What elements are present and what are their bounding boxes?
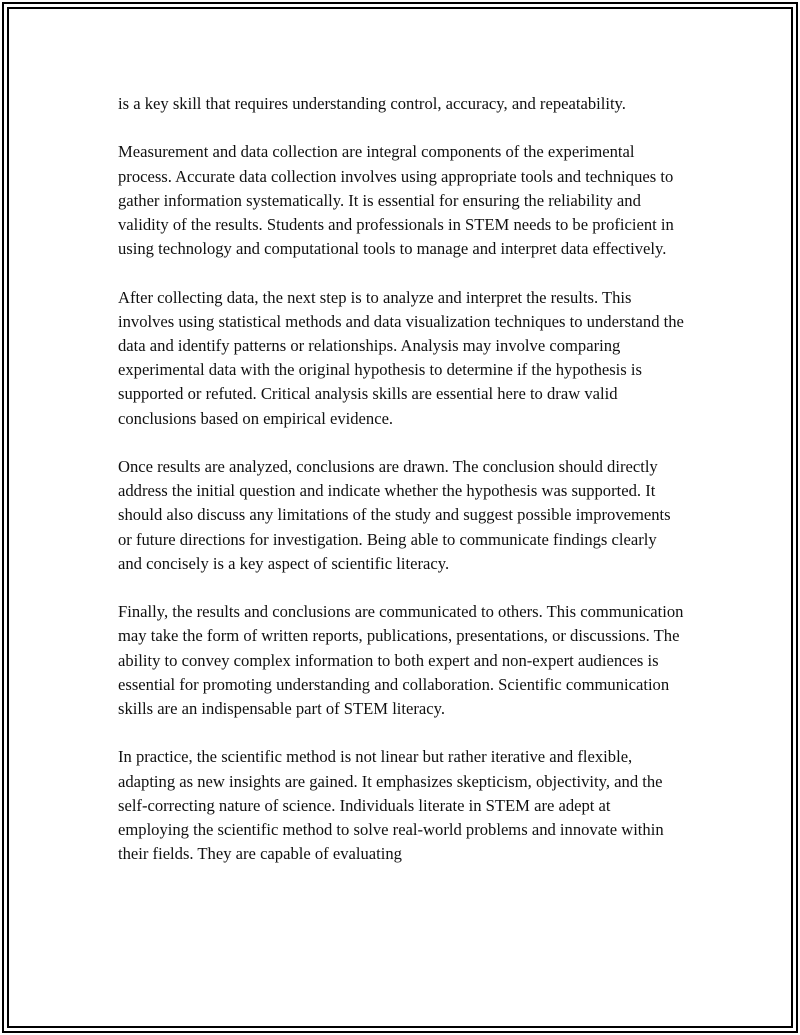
- paragraph-analysis: After collecting data, the next step is to analyze and interpret the results. This involves using statistical methods and data visualization techniques to understand the data and identify patterns or relationships. Analysis may involve comparing experimental data with the original hypothesis to determine if the hypothesis is supported or refuted. Critical analysis skills are essential here to draw valid conclusions based on empirical evidence.: [118, 287, 684, 428]
- paragraph-conclusions: Once results are analyzed, conclusions are drawn. The conclusion should directly address the initial question and indicate whether the hypothesis was supported. It should also discuss any limitations of the study and suggest possible improvements or future directions for investigation. Being able to communicate findings clearly and concisely is a key aspect of scientific literacy.: [118, 457, 671, 573]
- document-body: [118, 92, 684, 866]
- paragraph-practice: In practice, the scientific method is not linear but rather iterative and flexible, adapting as new insights are gained. It emphasizes skepticism, objectivity, and the self-correcting nature of science. Individuals literate in STEM are adept at employing the scientific method to solve real-world problems and innovate within their fields. They are capable of evaluating: [118, 747, 664, 864]
- paragraph-measurement: Measurement and data collection are integral components of the experimental process. Accurate data collection involves using appropriate tools and techniques to gather information systematically. It is essential for ensuring the reliability and validity of the results. Students and professionals in STEM needs to be proficient in using technology and computational tools to manage and interpret data effectively.: [118, 142, 674, 259]
- paragraph-communication: Finally, the results and conclusions are communicated to others. This communication may take the form of written reports, publications, presentations, or discussions. The ability to convey complex information to both expert and non-expert audiences is essential for promoting understanding and collaboration. Scientific communication skills are an indispensable part of STEM literacy.: [118, 602, 684, 719]
- paragraph-repeatability: is a key skill that requires understanding control, accuracy, and repeatability.: [118, 94, 626, 113]
